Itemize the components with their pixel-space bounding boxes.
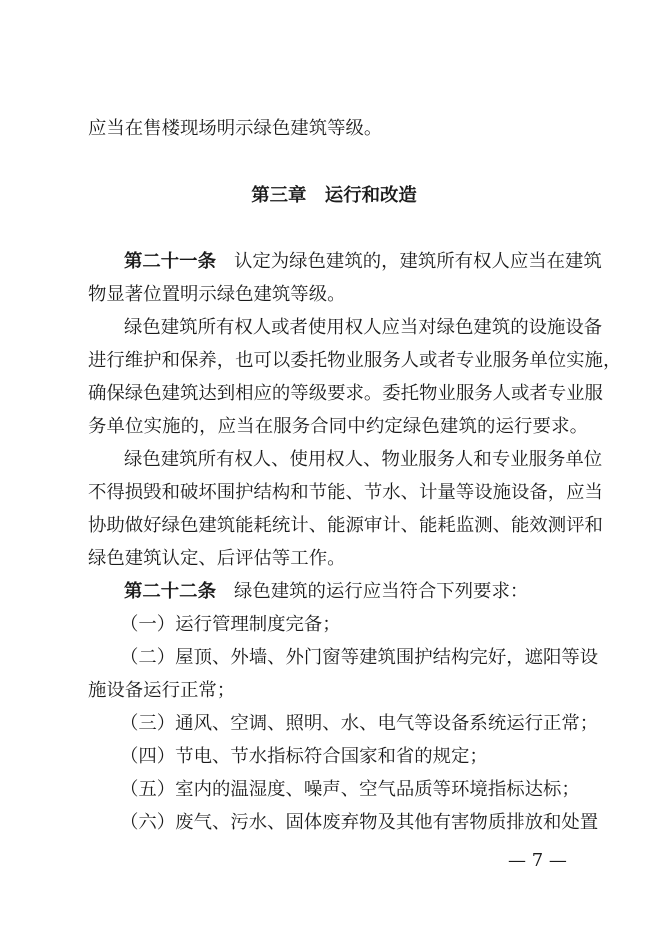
article-21-text: 认定为绿色建筑的，建筑所有权人应当在建筑 — [233, 251, 602, 272]
article-22-label: 第二十二条 — [124, 581, 216, 602]
item-6: （六）废气、污水、固体废弃物及其他有害物质排放和处置 — [120, 812, 599, 833]
paragraph-2-line-4: 务单位实施的，应当在服务合同中约定绿色建筑的运行要求。 — [88, 416, 588, 437]
item-5: （五）室内的温湿度、噪声、空气品质等环境指标达标； — [120, 779, 580, 800]
paragraph-3-line-1: 绿色建筑所有权人、使用权人、物业服务人和专业服务单位 — [124, 449, 603, 470]
item-4: （四）节电、节水指标符合国家和省的规定； — [120, 746, 488, 767]
paragraph-3-line-4: 绿色建筑认定、后评估等工作。 — [88, 548, 346, 569]
paragraph-2-line-3: 确保绿色建筑达到相应的等级要求。委托物业服务人或者专业服 — [88, 383, 603, 404]
item-2-line-1: （二）屋顶、外墙、外门窗等建筑围护结构完好，遮阳等设 — [120, 647, 599, 668]
item-2-line-2: 施设备运行正常； — [88, 680, 236, 701]
paragraph-3-line-3: 协助做好绿色建筑能耗统计、能源审计、能耗监测、能效测评和 — [88, 515, 603, 536]
paragraph-2-line-1: 绿色建筑所有权人或者使用权人应当对绿色建筑的设施设备 — [124, 317, 603, 338]
article-21-line-1 — [124, 250, 602, 274]
item-1: （一）运行管理制度完备； — [120, 614, 341, 635]
intro-line: 应当在售楼现场明示绿色建筑等级。 — [88, 118, 383, 139]
page-number: — 7 — — [508, 850, 567, 871]
article-22-line — [124, 580, 588, 604]
chapter-title: 第三章 运行和改造 — [251, 185, 417, 206]
article-21-line-2: 物显著位置明示绿色建筑等级。 — [88, 284, 346, 305]
paragraph-3-line-2: 不得损毁和破坏围护结构和节能、节水、计量等设施设备，应当 — [88, 482, 603, 503]
paragraph-2-line-2: 进行维护和保养，也可以委托物业服务人或者专业服务单位实施， — [88, 350, 622, 371]
item-3: （三）通风、空调、照明、水、电气等设备系统运行正常； — [120, 713, 599, 734]
article-21-label: 第二十一条 — [124, 251, 216, 272]
article-22-text: 绿色建筑的运行应当符合下列要求： — [233, 581, 529, 602]
